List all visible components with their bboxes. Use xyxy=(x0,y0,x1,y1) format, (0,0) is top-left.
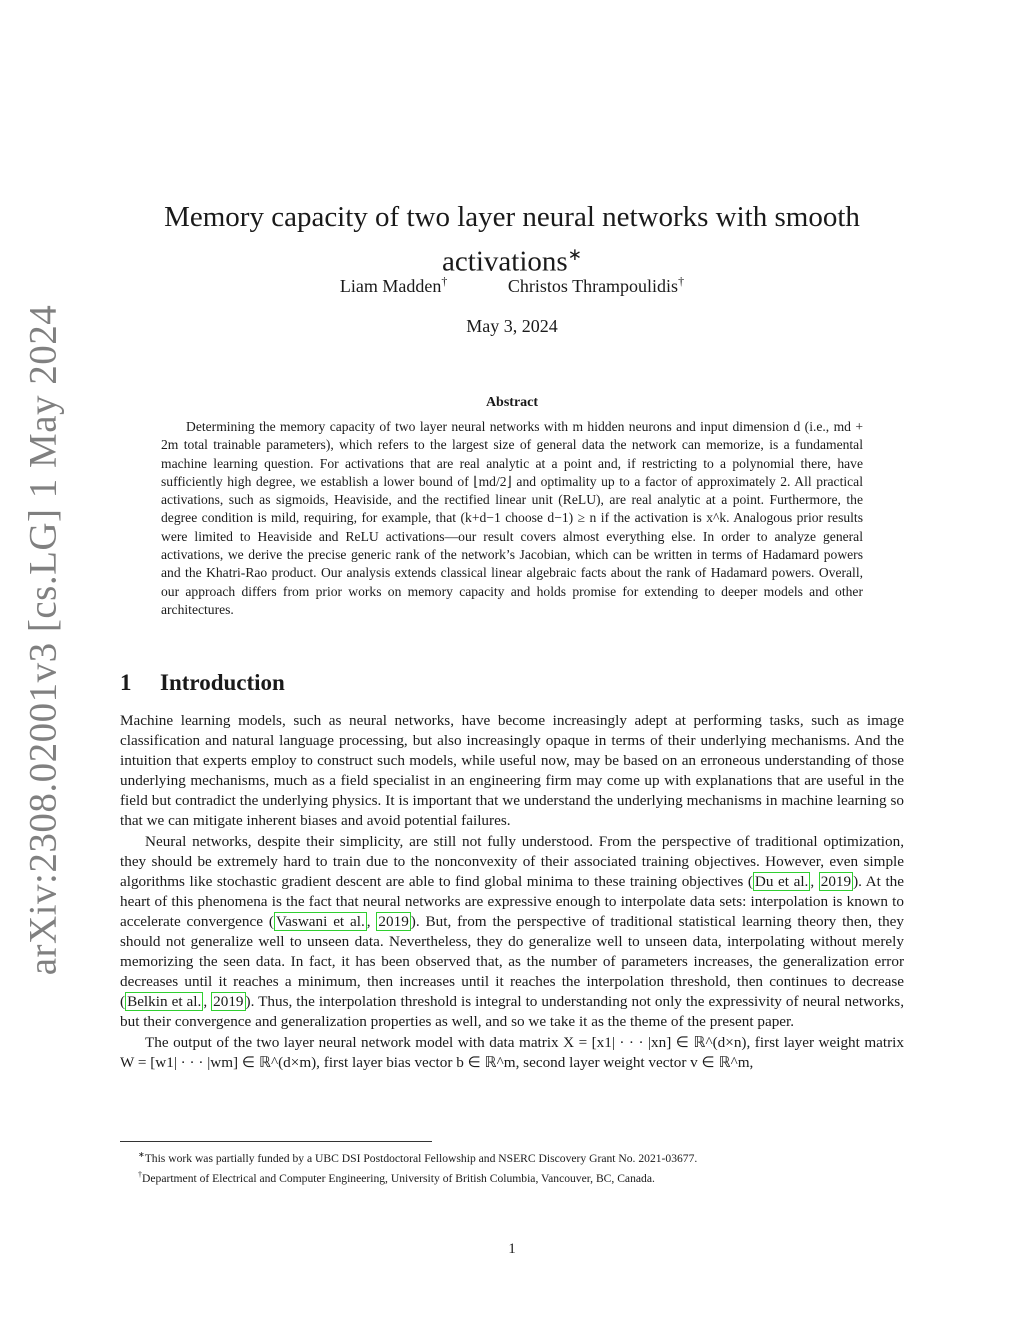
paper-title-text: Memory capacity of two layer neural networks with smooth activations xyxy=(164,201,860,279)
footnotes xyxy=(120,1147,904,1187)
arxiv-identifier: arXiv:2308.02001v3 [cs.LG] 1 May 2024 xyxy=(21,304,65,976)
abstract-heading: Abstract xyxy=(485,395,539,410)
page-number: 1 xyxy=(508,1241,516,1257)
footnote-divider xyxy=(120,1141,432,1142)
section-heading-introduction xyxy=(120,670,285,696)
citation-belkin-2019[interactable]: Belkin et al. xyxy=(127,993,202,1011)
author-list xyxy=(0,274,1024,297)
citation-du-2019[interactable]: Du et al. xyxy=(754,872,809,890)
paragraph-3: The output of the two layer neural network model with data matrix X = [x1| · · · |xn] ∈ ℝ^(d×n), first layer weight matrix W = [w1| · · · |wm] ∈ ℝ^(d×m), first layer bias vector b ∈ ℝ^m, second layer weight vector v ∈ ℝ^m, xyxy=(120,1033,904,1071)
citation-vaswani-2019[interactable]: Vaswani et al. xyxy=(275,912,365,930)
publication-date: May 3, 2024 xyxy=(466,316,558,336)
section-title: Introduction xyxy=(160,670,285,695)
citation-belkin-2019-year[interactable]: 2019 xyxy=(213,993,244,1011)
author-2: Christos Thrampoulidis† xyxy=(507,274,685,296)
citation-du-2019-year[interactable]: 2019 xyxy=(820,872,852,890)
citation-vaswani-2019-year[interactable]: 2019 xyxy=(378,912,409,930)
author-1: Liam Madden† xyxy=(339,274,448,296)
section-number: 1 xyxy=(120,670,132,695)
title-footnote-mark: ∗ xyxy=(567,245,582,265)
abstract-text: Determining the memory capacity of two layer neural networks with m hidden neurons and input dimension d (i.e., md + 2m total trainable parameters), which refers to the largest size of general data the network can memorize, is a fundamental machine learning question. For activations that are real analytic at a point and, if restricting to a polynomial there, have sufficiently high degree, we establish a lower bound of ⌊md/2⌋ and optimality up to a factor of approximately 2. All practical activations, such as sigmoids, Heaviside, and the rectified linear unit (ReLU), are real analytic at a point. Furthermore, the degree condition is mild, requiring, for example, that (k+d−1 choose d−1) ≥ n if the activation is x^k. Analogous prior results were limited to Heaviside and ReLU activations—our result covers almost everything else. In order to analyze general activations, we derive the precise generic rank of the network’s Jacobian, which can be written in terms of Hadamard powers and the Khatri-Rao product. Our analysis extends classical linear algebraic facts about the rank of Hadamard powers. Overall, our approach differs from prior works on memory capacity and holds promise for extending to deeper models and other architectures. xyxy=(161,419,863,617)
introduction-body xyxy=(120,711,904,1073)
footnote-1: ∗This work was partially funded by a UBC DSI Postdoctoral Fellowship and NSERC Discovery Grant No. 2021-03677. xyxy=(138,1150,698,1165)
paper-title xyxy=(160,199,864,281)
footnote-2: †Department of Electrical and Computer Engineering, University of British Columbia, Vancouver, BC, Canada. xyxy=(138,1169,655,1185)
paragraph-1: Machine learning models, such as neural networks, have become increasingly adept at performing tasks, such as image classification and natural language processing, but also increasingly opaque in terms of their underlying mechanisms. And the intuition that experts employ to construct such models, while useful now, may be based on an erroneous understanding of those underlying mechanisms, much as a field specialist in an engineering firm may come up with explanations that are useful in the field but contradict the underlying physics. It is important that we understand the underlying mechanisms in machine learning so that we can mitigate inherent biases and avoid potential failures. xyxy=(120,712,904,830)
paragraph-2: Neural networks, despite their simplicity, are still not fully understood. From the perspective of traditional optimization, they should be extremely hard to train due to the nonconvexity of their associated training objectives. However, even simple algorithms like stochastic gradient descent are able to find global minima to these training objectives ( Du et al. , 2019 ). At the heart of this phenomena is the fact that neural networks are expressive enough to interpolate data sets: interpolation is known to accelerate convergence ( Vaswani et al. , 2019 ). But, from the perspective of traditional statistical learning theory then, they should not generalize well to unseen data. Nevertheless, they do generalize well to unseen data, interpolating without merely memorizing the seen data. In fact, it has been observed that, as the number of parameters increases, the generalization error decreases until it reaches a minimum, then increases until it reaches the interpolation threshold, then continues to decrease ( Belkin et al. , 2019 ). Thus, the interpolation threshold is integral to understanding not only the expressivity of neural networks, but their convergence and generalization properties as well, and so we take it as the theme of the present paper. xyxy=(120,832,905,1031)
